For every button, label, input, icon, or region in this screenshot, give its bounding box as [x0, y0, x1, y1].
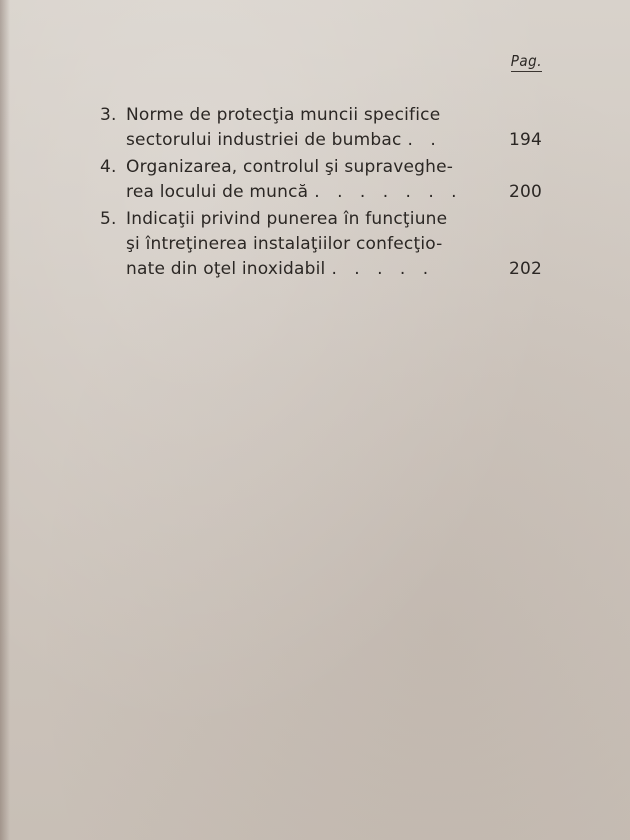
- dot-leader: . . . . .: [331, 259, 435, 279]
- toc-entry-title-line: Norme de protecţia muncii specifice: [126, 105, 441, 125]
- toc-entry-title-line: nate din oţel inoxidabil: [126, 259, 326, 279]
- toc-entry-number: 3.: [100, 105, 117, 125]
- page-column-header: Pag.: [510, 52, 542, 70]
- dot-leader: . .: [407, 130, 442, 150]
- toc-entry-title-line: şi întreţinerea instalaţiilor confecţio-: [126, 234, 443, 254]
- toc-entry: [100, 155, 542, 205]
- toc-entry-title-line: rea locului de muncă: [126, 182, 309, 202]
- toc-page-number: 200: [508, 182, 542, 202]
- toc-entry-number: 5.: [100, 209, 117, 229]
- toc-entry-title-line: sectorului industriei de bumbac: [126, 130, 402, 150]
- toc-page-number: 202: [508, 259, 542, 279]
- toc-entry-title-line: Indicaţii privind punerea în funcţiune: [126, 209, 448, 229]
- dot-leader: . . . . . . .: [314, 182, 463, 202]
- page-edge-shadow: [0, 0, 10, 840]
- toc-entry-title-line: Organizarea, controlul şi supraveghe-: [126, 157, 454, 177]
- toc-page-number: 194: [508, 130, 542, 150]
- toc-entry: [100, 103, 542, 153]
- toc-entry: [100, 207, 542, 282]
- toc-entry-number: 4.: [100, 157, 117, 177]
